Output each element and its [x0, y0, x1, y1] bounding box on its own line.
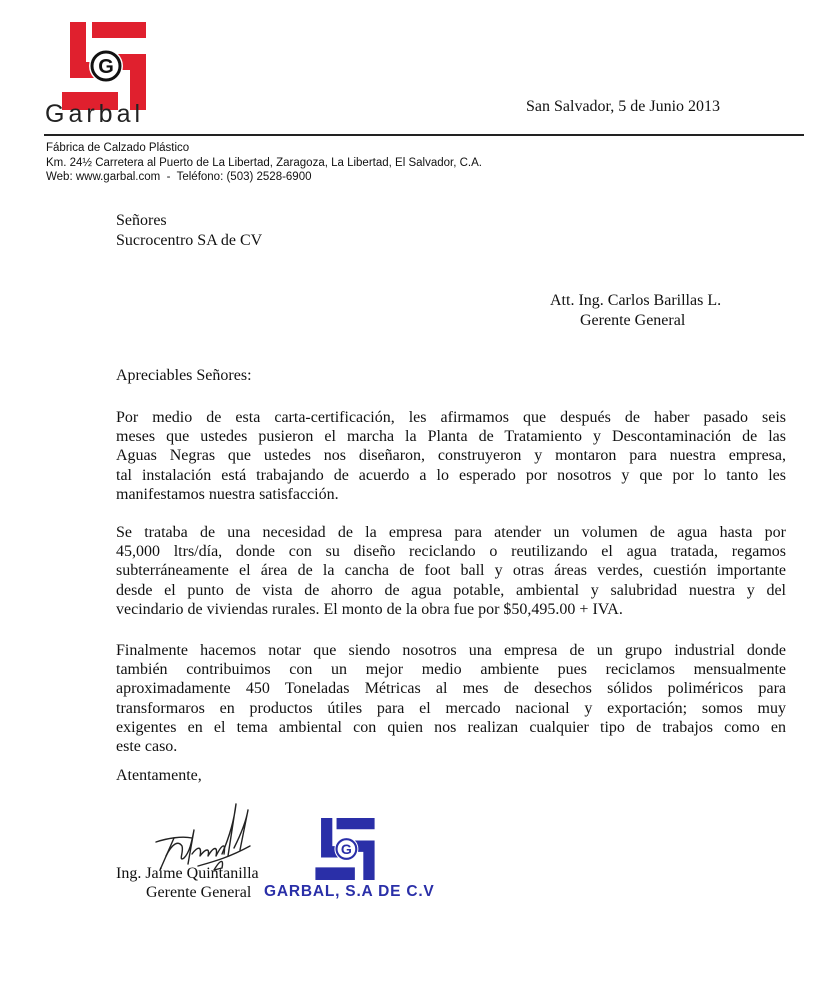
- paragraph-2: [116, 523, 786, 619]
- paragraph-line: Finalmente hacemos notar que siendo nosotros una empresa de un grupo industrial donde: [116, 642, 786, 659]
- paragraph-line: subterráneamente el área de la cancha de foot ball y otras áreas verdes, cuestión importante: [116, 562, 786, 580]
- paragraph-line: exigentes en el tema ambiental con quien nos realizan cualquier tipo de trabajos como en: [116, 718, 786, 736]
- company-tagline: Fábrica de Calzado Plástico: [46, 142, 190, 154]
- recipient-salutation: Señores: [116, 212, 167, 229]
- letterhead-divider: [44, 134, 804, 136]
- company-stamp-text: GARBAL, S.A DE C.V: [264, 883, 435, 900]
- paragraph-line: este caso.: [116, 738, 178, 756]
- company-stamp-icon: [314, 818, 376, 880]
- attention-block: [550, 291, 721, 331]
- date-line: San Salvador, 5 de Junio 2013: [526, 98, 721, 115]
- paragraph-line: Se trataba de una necesidad de la empresa para atender un volumen de agua hasta por: [116, 524, 786, 541]
- svg-text:G: G: [98, 56, 114, 78]
- paragraph-3: [116, 641, 786, 756]
- signer-name: Ing. Jaime Quintanilla: [116, 865, 259, 882]
- paragraph-line: transformaros en productos útiles para el mercado nacional y exportación; somos muy: [116, 699, 786, 717]
- recipient-company: Sucrocentro SA de CV: [116, 232, 263, 249]
- paragraph-line: aproximadamente 450 Toneladas Métricas al mes de desechos sólidos poliméricos para: [116, 680, 786, 698]
- paragraph-line: también contribuimos con un mejor medio ambiente pues reciclamos mensualmente: [116, 661, 786, 679]
- company-info: [46, 141, 482, 185]
- signature-icon: [148, 800, 258, 875]
- paragraph-1: [116, 408, 786, 504]
- brand-name: Garbal: [45, 100, 145, 128]
- paragraph-line: tal instalación está trabajando de acuerdo a lo esperado por nosotros y que por lo tanto les: [116, 466, 786, 484]
- paragraph-line: Por medio de esta carta-certificación, les afirmamos que después de haber pasado seis: [116, 409, 786, 426]
- paragraph-line: 45,000 ltrs/día, donde con su diseño reciclando o reutilizando el agua tratada, regamos: [116, 543, 786, 561]
- company-address: Km. 24½ Carretera al Puerto de La Libertad, Zaragoza, La Libertad, El Salvador, C.A.: [46, 156, 482, 169]
- signer-title: Gerente General: [146, 884, 252, 901]
- recipient-block: [116, 211, 262, 251]
- attention-name: Att. Ing. Carlos Barillas L.: [550, 292, 722, 309]
- closing: Atentamente,: [116, 767, 202, 784]
- paragraph-line: Aguas Negras que ustedes nos diseñaron, construyeron y montaron para nuestra empresa,: [116, 447, 786, 465]
- paragraph-line: meses que ustedes pusieron el marcha la Planta de Tratamiento y Descontaminación de las: [116, 428, 786, 446]
- svg-text:G: G: [340, 840, 352, 857]
- paragraph-line: vecindario de viviendas rurales. El monto de la obra fue por $50,495.00 + IVA.: [116, 600, 623, 618]
- company-contact: Web: www.garbal.com - Teléfono: (503) 2528-6900: [46, 171, 312, 183]
- garbal-logo-icon: [62, 22, 146, 110]
- greeting: Apreciables Señores:: [116, 367, 252, 384]
- paragraph-line: manifestamos nuestra satisfacción.: [116, 485, 339, 503]
- attention-title: Gerente General: [580, 312, 686, 329]
- paragraph-line: desde el punto de vista de ahorro de agua potable, ambiental y salubridad nuestra y del: [116, 581, 786, 599]
